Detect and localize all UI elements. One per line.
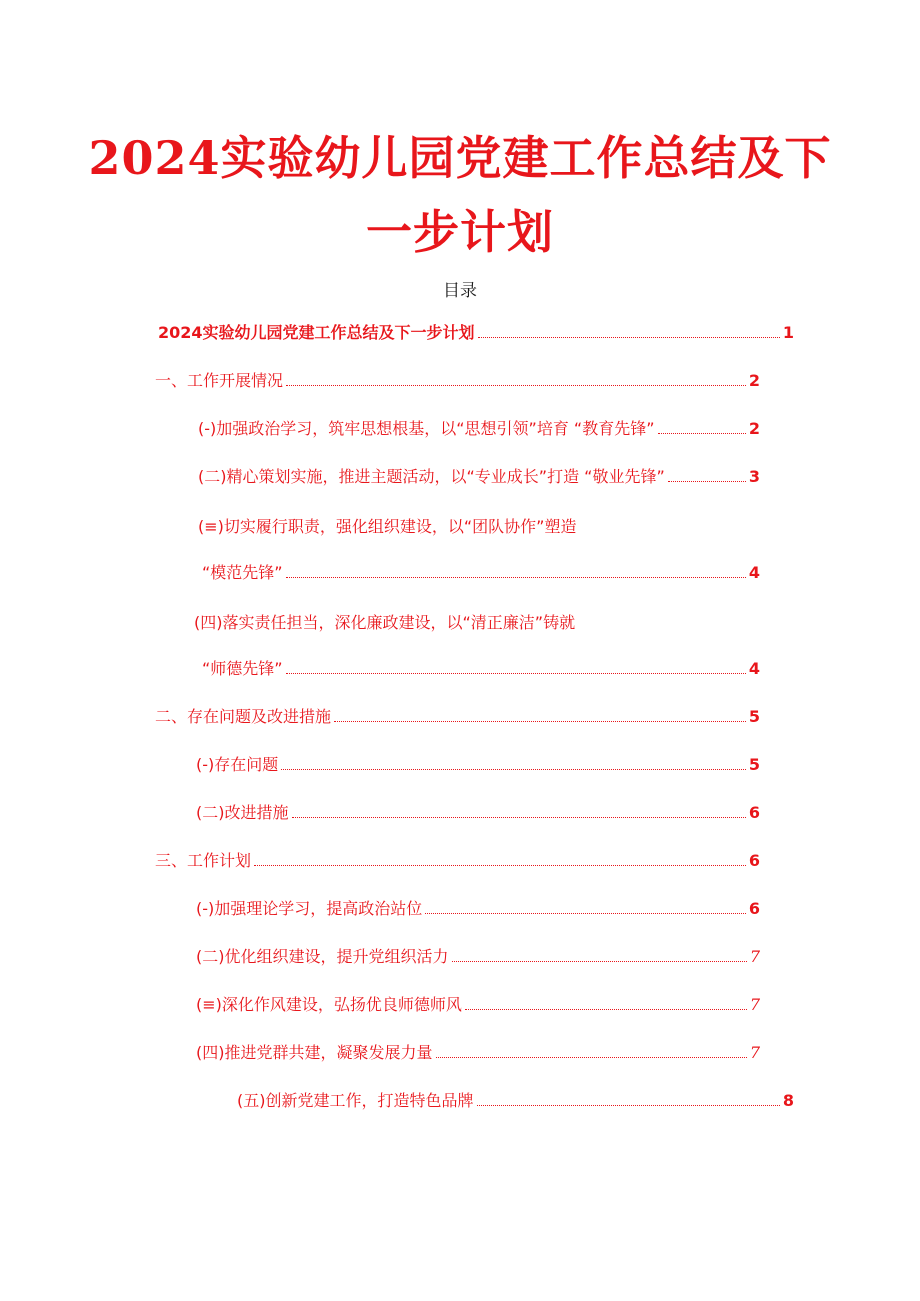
toc-entry-text: (-)存在问题 bbox=[196, 755, 279, 774]
toc-entry-text: (二)优化组织建设，提升党组织活力 bbox=[196, 947, 449, 966]
toc-entry-text: (-)加强理论学习，提高政治站位 bbox=[196, 899, 423, 918]
toc-entry-text: (-)加强政治学习，筑牢思想根基，以“思想引领”培育 “教育先锋” bbox=[198, 419, 655, 438]
toc-entry-3-4[interactable] bbox=[196, 1040, 760, 1068]
document-title-line2: 一步计划 bbox=[366, 205, 554, 259]
toc-leader-dots bbox=[478, 336, 780, 338]
toc-leader-dots bbox=[334, 720, 746, 722]
toc-entry-text: 二、存在问题及改进措施 bbox=[155, 707, 332, 726]
toc-entry-text: 三、工作计划 bbox=[155, 851, 252, 870]
toc-entry-3-5[interactable] bbox=[237, 1088, 794, 1116]
toc-entry-text: (五)创新党建工作，打造特色品牌 bbox=[237, 1091, 474, 1110]
toc-page-number: 2 bbox=[748, 371, 760, 390]
toc-entry-text: 2024实验幼儿园党建工作总结及下一步计划 bbox=[158, 323, 475, 342]
toc-entry-1-4[interactable] bbox=[202, 656, 760, 684]
toc-page-number: 5 bbox=[748, 755, 760, 774]
toc-leader-dots bbox=[254, 864, 746, 866]
toc-leader-dots bbox=[292, 816, 746, 818]
toc-heading: 目录 bbox=[443, 281, 477, 301]
document-title-line1: 2024实验幼儿园党建工作总结及下 bbox=[88, 131, 832, 185]
toc-page-number: 8 bbox=[782, 1091, 794, 1110]
toc-entry-3-1[interactable] bbox=[196, 896, 760, 924]
toc-leader-dots bbox=[281, 768, 746, 770]
toc-entry-2-1[interactable] bbox=[196, 752, 760, 780]
toc-page-number: 7 bbox=[749, 947, 760, 966]
toc-entry-text: (二)精心策划实施，推进主题活动，以“专业成长”打造 “敬业先锋” bbox=[198, 467, 665, 486]
toc-leader-dots bbox=[658, 432, 746, 434]
toc-entry-main[interactable] bbox=[158, 320, 794, 348]
toc-leader-dots bbox=[286, 576, 746, 578]
toc-entry-text: “师德先锋” bbox=[202, 659, 283, 678]
toc-entry-text: (二)改进措施 bbox=[196, 803, 289, 822]
toc-page-number: 4 bbox=[748, 659, 760, 678]
toc-leader-dots bbox=[286, 672, 746, 674]
toc-page-number: 6 bbox=[748, 851, 760, 870]
toc-entry-2-2[interactable] bbox=[196, 800, 760, 828]
toc-page-number: 5 bbox=[748, 707, 760, 726]
toc-leader-dots bbox=[477, 1104, 780, 1106]
toc-leader-dots bbox=[286, 384, 746, 386]
toc-entry-section-2[interactable] bbox=[155, 704, 760, 732]
toc-entry-text: (≡)深化作风建设，弘扬优良师德师风 bbox=[196, 995, 462, 1014]
toc-page-number: 4 bbox=[748, 563, 760, 582]
toc-entry-3-2[interactable] bbox=[196, 944, 760, 972]
toc-entry-text: 一、工作开展情况 bbox=[155, 371, 284, 390]
toc-page-number: 7 bbox=[749, 995, 760, 1014]
toc-entry-3-3[interactable] bbox=[196, 992, 760, 1020]
toc-entry-section-1[interactable] bbox=[155, 368, 760, 396]
toc-leader-dots bbox=[425, 912, 746, 914]
toc-entry-text: (四)推进党群共建，凝聚发展力量 bbox=[196, 1043, 433, 1062]
toc-leader-dots bbox=[452, 960, 747, 962]
toc-leader-dots bbox=[436, 1056, 747, 1058]
toc-entry-1-4-line1[interactable]: (四)落实责任担当，深化廉政建设，以“清正廉洁”铸就 bbox=[194, 613, 576, 632]
toc-page-number: 1 bbox=[782, 323, 794, 342]
toc-page-number: 6 bbox=[748, 803, 760, 822]
toc-page-number: 2 bbox=[748, 419, 760, 438]
toc-page-number: 6 bbox=[748, 899, 760, 918]
toc-entry-text: “模范先锋” bbox=[202, 563, 283, 582]
toc-entry-1-1[interactable] bbox=[198, 416, 760, 444]
toc-entry-1-2[interactable] bbox=[198, 464, 760, 492]
toc-page-number: 7 bbox=[749, 1043, 760, 1062]
toc-entry-1-3-line1[interactable]: (≡)切实履行职责，强化组织建设，以“团队协作”塑造 bbox=[198, 517, 577, 536]
toc-leader-dots bbox=[465, 1008, 747, 1010]
toc-entry-section-3[interactable] bbox=[155, 848, 760, 876]
toc-leader-dots bbox=[668, 480, 746, 482]
toc-page-number: 3 bbox=[748, 467, 760, 486]
toc-entry-1-3[interactable] bbox=[202, 560, 760, 588]
